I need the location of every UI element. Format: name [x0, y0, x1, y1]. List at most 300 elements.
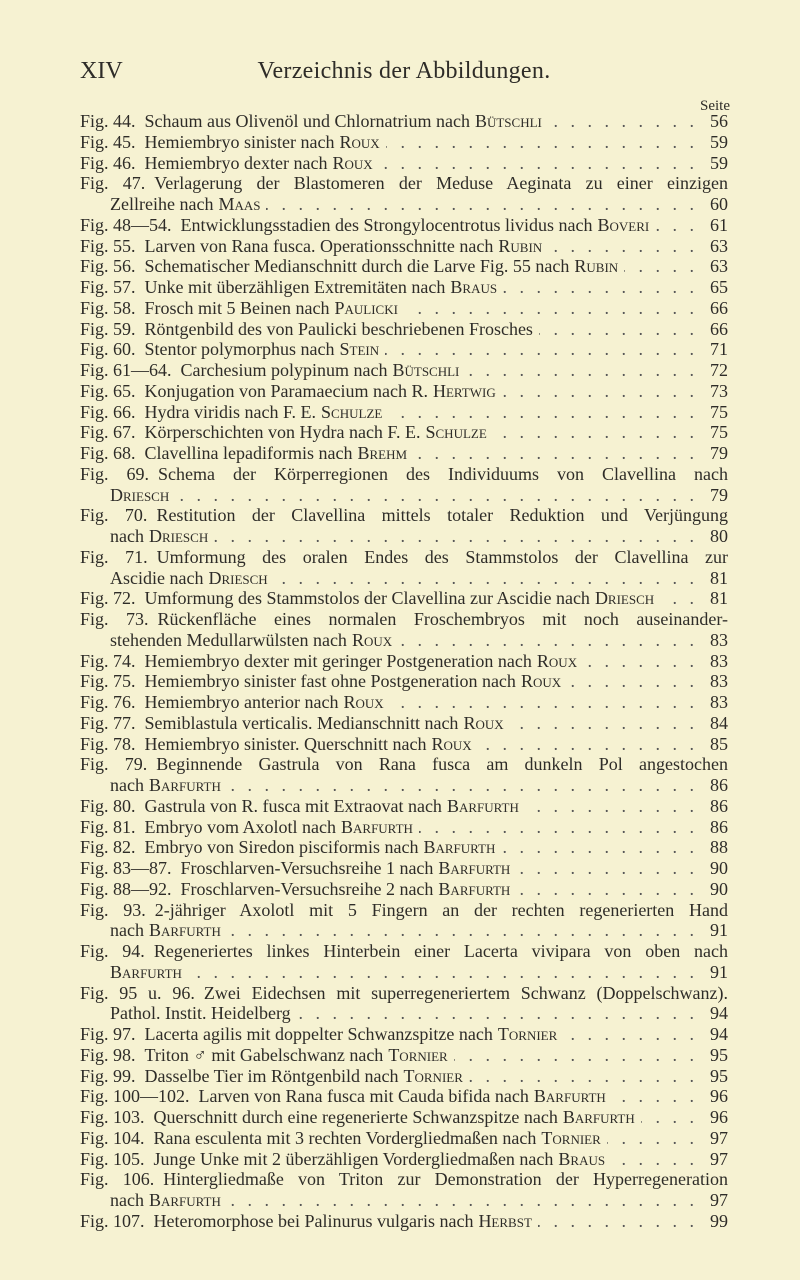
- dot-leader: [469, 1066, 698, 1087]
- figure-entry: [80, 443, 728, 464]
- figure-entry: [80, 941, 728, 983]
- figure-entry: [80, 215, 728, 236]
- author-name: Tornier: [541, 1127, 601, 1148]
- entry-line: [80, 796, 728, 817]
- figure-entry: [80, 754, 728, 796]
- figure-label: Fig. 48—54.: [80, 214, 172, 235]
- page-number: 72: [710, 360, 728, 380]
- author-name: Roux: [332, 152, 373, 173]
- entry-line: [80, 1086, 728, 1107]
- dot-leader: [274, 568, 698, 589]
- page-number: 79: [710, 484, 728, 505]
- figure-entry: [80, 692, 728, 713]
- page-number: 56: [710, 111, 728, 131]
- dot-leader: [583, 651, 698, 672]
- author-name: Barfurth: [110, 961, 182, 982]
- figure-caption: Umformung des Stammstolos der Clavellina zur Ascidie nach: [144, 588, 590, 609]
- dot-leader: [379, 153, 698, 174]
- entry-line: [80, 941, 728, 962]
- figure-label: Fig. 104.: [80, 1127, 145, 1148]
- entry-line: [80, 983, 728, 1004]
- figure-label: Fig. 70.: [80, 505, 148, 526]
- dot-leader: [388, 402, 698, 423]
- figure-caption: Hemiembryo sinister nach: [144, 131, 335, 152]
- figure-label: Fig. 72.: [80, 588, 136, 609]
- author-name: Braus: [558, 1148, 606, 1169]
- figure-caption: Froschlarven-Versuchsreihe 1 nach: [180, 858, 434, 878]
- author-name: Tornier: [497, 1024, 558, 1044]
- figure-entry: [80, 422, 728, 443]
- figure-label: Fig. 68.: [80, 443, 136, 463]
- page-number: 97: [710, 1127, 728, 1148]
- figure-caption: Zwei Eidechsen mit superregeneriertem Schwanz (Doppelschwanz).: [203, 982, 728, 1003]
- figure-label: Fig. 81.: [80, 816, 136, 837]
- entry-line: [80, 277, 728, 298]
- page-number: 66: [710, 297, 728, 318]
- dot-leader: [188, 962, 698, 983]
- figure-caption: Junge Unke mit 2 überzähligen Vordergliedmaßen nach: [153, 1148, 554, 1169]
- page-number-roman: XIV: [80, 58, 123, 84]
- figure-label: Fig. 47.: [80, 173, 146, 194]
- figure-label: Fig. 105.: [80, 1148, 145, 1169]
- page-number: 95: [710, 1065, 728, 1086]
- figure-entry: [80, 505, 728, 547]
- figure-label: Fig. 61—64.: [80, 360, 172, 380]
- page-number: 63: [710, 256, 728, 277]
- page-number: 81: [710, 567, 728, 588]
- figure-caption: Froschlarven-Versuchsreihe 2 nach: [180, 878, 434, 899]
- author-name: Driesch: [208, 567, 268, 588]
- figure-entry: [80, 734, 728, 755]
- figure-caption: Umformung des oralen Endes des Stammstolos der Clavellina zur: [156, 546, 728, 567]
- page-title: Verzeichnis der Abbildungen.: [257, 58, 551, 84]
- figure-entry: [80, 277, 728, 298]
- figure-entry: [80, 256, 728, 277]
- figure-label: Fig. 98.: [80, 1044, 136, 1065]
- author-name: Barfurth: [562, 1107, 635, 1127]
- entry-line: [80, 1024, 728, 1045]
- figure-caption: nach: [110, 1190, 144, 1210]
- figure-caption: nach: [110, 920, 144, 941]
- figure-entry: [80, 713, 728, 734]
- figure-caption: Hemiembryo dexter mit geringer Postgeneration nach: [144, 650, 532, 671]
- author-name: Roux: [520, 671, 562, 692]
- entry-line: [80, 1128, 728, 1149]
- dot-leader: [548, 236, 698, 257]
- page-header: [80, 58, 728, 90]
- page-number: 96: [710, 1086, 728, 1107]
- page-number: 86: [710, 816, 728, 837]
- figure-caption: Rana esculenta mit 3 rechten Vordergliedmaßen nach: [153, 1127, 537, 1148]
- page-number: 66: [710, 318, 728, 339]
- figure-entry: [80, 464, 728, 506]
- dot-leader: [214, 526, 698, 547]
- author-name: Tornier: [403, 1065, 463, 1086]
- figure-caption: Zellreihe nach: [110, 194, 214, 214]
- entry-line: [80, 153, 728, 174]
- dot-leader: [510, 713, 698, 734]
- figure-label: Fig. 65.: [80, 380, 136, 401]
- author-name: Barfurth: [438, 858, 511, 878]
- figure-caption: Restitution der Clavellina mittels totaler Reduktion und Verjüngung: [156, 505, 728, 526]
- page-number: 75: [710, 422, 728, 443]
- figure-caption: Regeneriertes linkes Hinterbein einer Lacerta vivipara von oben nach: [153, 941, 728, 961]
- entry-line: [80, 1149, 728, 1170]
- entry-line: [80, 256, 728, 277]
- page-number: 97: [710, 1190, 728, 1210]
- page-number: 84: [710, 712, 728, 733]
- entry-line: [80, 1066, 728, 1087]
- figure-entry: [80, 319, 728, 340]
- page-number: 91: [710, 961, 728, 982]
- entry-line: [80, 713, 728, 734]
- figure-label: Fig. 80.: [80, 795, 136, 816]
- figure-caption: Larven von Rana fusca mit Cauda bifida nach: [198, 1086, 529, 1107]
- page-number: 61: [710, 214, 728, 235]
- author-name: Roux: [536, 650, 578, 671]
- figure-caption: Larven von Rana fusca. Operationsschnitte nach: [144, 235, 494, 256]
- figure-label: Fig. 56.: [80, 256, 136, 277]
- figure-label: Fig. 69.: [80, 463, 150, 484]
- page-number: 63: [710, 235, 728, 256]
- figure-label: Fig. 67.: [80, 422, 136, 443]
- dot-leader: [539, 319, 698, 340]
- page-number: 81: [710, 588, 728, 609]
- entry-line: [80, 900, 728, 921]
- dot-leader: [227, 1190, 698, 1211]
- page-number: 85: [710, 733, 728, 754]
- author-name: Roux: [339, 131, 380, 152]
- page-number: 99: [710, 1210, 728, 1231]
- figure-label: Fig. 88—92.: [80, 878, 172, 899]
- dot-leader: [227, 920, 698, 941]
- figure-caption: Embryo von Siredon pisciformis nach: [144, 837, 419, 858]
- author-name: Barfurth: [438, 878, 511, 899]
- figure-entry: [80, 1045, 728, 1066]
- page-number: 83: [710, 671, 728, 692]
- figure-label: Fig. 94.: [80, 941, 145, 961]
- author-name: Barfurth: [148, 920, 221, 941]
- author-name: Rubin: [574, 256, 619, 277]
- entry-line: [80, 547, 728, 568]
- dot-leader: [419, 817, 698, 838]
- figure-label: Fig. 66.: [80, 401, 136, 422]
- figure-entry: [80, 1128, 728, 1149]
- entry-line: [80, 734, 728, 755]
- author-name: Driesch: [148, 526, 209, 546]
- figure-caption: Beginnende Gastrula von Rana fusca am dunkeln Pol angestochen: [156, 754, 728, 775]
- author-name: Roux: [351, 629, 393, 650]
- figure-caption: nach: [110, 526, 144, 546]
- dot-leader: [297, 1003, 698, 1024]
- figure-entry: [80, 817, 728, 838]
- page-number: 59: [710, 152, 728, 173]
- figure-entry: [80, 879, 728, 900]
- page-number: 95: [710, 1044, 728, 1065]
- figure-caption: Schematischer Medianschnitt durch die Larve Fig. 55 nach: [144, 256, 570, 277]
- figure-entry: [80, 1149, 728, 1170]
- figure-entry: [80, 588, 728, 609]
- figure-caption: Körperschichten von Hydra nach F. E.: [144, 422, 421, 443]
- page-number: 73: [710, 380, 728, 401]
- dot-leader: [175, 485, 698, 506]
- entry-line: [80, 443, 728, 464]
- page-number: 94: [710, 1024, 728, 1044]
- figure-caption: Hemiembryo anterior nach: [144, 692, 339, 712]
- author-name: Roux: [343, 692, 384, 712]
- entry-line: [80, 1211, 728, 1232]
- entry-line: [80, 422, 728, 443]
- page-number: 86: [710, 775, 728, 795]
- author-name: Hertwig: [432, 380, 496, 401]
- dot-leader: [227, 775, 698, 796]
- figure-label: Fig. 76.: [80, 692, 136, 712]
- author-name: Barfurth: [423, 837, 496, 858]
- figure-entry: [80, 132, 728, 153]
- page-number: 86: [710, 795, 728, 816]
- dot-leader: [624, 256, 698, 277]
- figure-entry: [80, 298, 728, 319]
- dot-leader: [655, 215, 698, 236]
- dot-leader: [660, 588, 698, 609]
- figure-label: Fig. 99.: [80, 1065, 136, 1086]
- entry-line: [80, 858, 728, 879]
- figure-caption: Frosch mit 5 Beinen nach: [144, 297, 330, 318]
- page-number: 83: [710, 692, 728, 712]
- page-number: 88: [710, 837, 728, 858]
- figure-label: Fig. 95 u. 96.: [80, 982, 195, 1003]
- author-name: Bütschli: [474, 111, 542, 131]
- dot-leader: [612, 1086, 698, 1107]
- figure-label: Fig. 107.: [80, 1210, 145, 1231]
- figure-caption: Entwicklungsstadien des Strongylocentrotus lividus nach: [180, 214, 593, 235]
- page-number: 90: [710, 858, 728, 878]
- dot-leader: [413, 443, 698, 464]
- entry-line: [80, 630, 728, 651]
- dot-leader: [493, 422, 698, 443]
- dot-leader: [516, 858, 698, 879]
- entry-line: [80, 132, 728, 153]
- figure-caption: Ascidie nach: [110, 567, 204, 588]
- dot-leader: [266, 194, 698, 215]
- figure-caption: nach: [110, 775, 144, 795]
- entry-line: [80, 817, 728, 838]
- figure-entry: [80, 111, 728, 132]
- entry-line: [80, 402, 728, 423]
- dot-leader: [465, 360, 698, 381]
- figure-label: Fig. 73.: [80, 609, 149, 629]
- dot-leader: [454, 1045, 698, 1066]
- page-column-label: Seite: [700, 98, 730, 114]
- figure-entry: [80, 671, 728, 692]
- entry-line: [80, 360, 728, 381]
- figure-caption: Röntgenbild des von Paulicki beschriebenen Frosches: [144, 318, 533, 339]
- page-number: 97: [710, 1148, 728, 1169]
- page-number: 91: [710, 920, 728, 941]
- figure-entry: [80, 1211, 728, 1232]
- figure-caption: Gastrula von R. fusca mit Extraovat nach: [144, 795, 442, 816]
- author-name: Roux: [463, 712, 504, 733]
- figure-label: Fig. 45.: [80, 131, 136, 152]
- dot-leader: [501, 837, 698, 858]
- figure-label: Fig. 57.: [80, 277, 136, 297]
- entry-line: [80, 1003, 728, 1024]
- figure-entry: [80, 381, 728, 402]
- figure-caption: Hemiembryo dexter nach: [144, 152, 328, 173]
- entry-line: [80, 1190, 728, 1211]
- entry-line: [80, 173, 728, 194]
- author-name: Paulicki: [334, 297, 398, 318]
- entry-line: [80, 298, 728, 319]
- dot-leader: [390, 692, 698, 713]
- figure-entry: [80, 900, 728, 942]
- figure-caption: Hemiembryo sinister fast ohne Postgeneration nach: [144, 671, 516, 692]
- entry-line: [80, 485, 728, 506]
- figure-entry: [80, 360, 728, 381]
- figure-entry: [80, 651, 728, 672]
- figure-entry: [80, 983, 728, 1025]
- dot-leader: [611, 1149, 698, 1170]
- figure-caption: Lacerta agilis mit doppelter Schwanzspitze nach: [144, 1024, 493, 1044]
- figure-entry: [80, 547, 728, 589]
- figure-caption: Dasselbe Tier im Röntgenbild nach: [144, 1065, 399, 1086]
- figure-entry: [80, 609, 728, 651]
- entry-line: [80, 962, 728, 983]
- entry-line: [80, 464, 728, 485]
- dot-leader: [516, 879, 698, 900]
- entry-line: [80, 837, 728, 858]
- author-name: Brehm: [357, 443, 408, 463]
- entry-line: [80, 319, 728, 340]
- dot-leader: [478, 734, 698, 755]
- page-number: 59: [710, 131, 728, 152]
- figure-label: Fig. 46.: [80, 152, 136, 173]
- entry-line: [80, 111, 728, 132]
- figure-caption: Stentor polymorphus nach: [144, 339, 335, 360]
- figure-caption: Schaum aus Olivenöl und Chlornatrium nach: [144, 111, 470, 131]
- dot-leader: [548, 111, 698, 132]
- author-name: Maas: [218, 194, 261, 214]
- figure-caption: Carchesium polypinum nach: [180, 360, 388, 380]
- figure-label: Fig. 59.: [80, 318, 136, 339]
- entry-line: [80, 754, 728, 775]
- dot-leader: [503, 277, 698, 298]
- entry-line: [80, 588, 728, 609]
- figure-entry: [80, 339, 728, 360]
- figure-caption: Hydra viridis nach F. E.: [144, 401, 317, 422]
- author-name: Herbst: [478, 1210, 532, 1231]
- entry-line: [80, 879, 728, 900]
- figure-label: Fig. 103.: [80, 1107, 145, 1127]
- author-name: Barfurth: [533, 1086, 606, 1107]
- figure-caption: Pathol. Instit. Heidelberg: [110, 1003, 291, 1024]
- author-name: Boveri: [597, 214, 650, 235]
- figure-entry: [80, 153, 728, 174]
- entry-line: [80, 1169, 728, 1190]
- entry-line: [80, 920, 728, 941]
- figure-entry: [80, 1086, 728, 1107]
- entry-line: [80, 1045, 728, 1066]
- figure-label: Fig. 74.: [80, 650, 136, 671]
- entry-line: [80, 568, 728, 589]
- figure-label: Fig. 75.: [80, 671, 136, 692]
- figure-label: Fig. 71.: [80, 546, 148, 567]
- author-name: Rubin: [498, 235, 543, 256]
- figure-caption: Querschnitt durch eine regenerierte Schwanzspitze nach: [153, 1107, 558, 1127]
- page-number: 83: [710, 629, 728, 650]
- figure-label: Fig. 78.: [80, 733, 136, 754]
- dot-leader: [404, 298, 698, 319]
- author-name: Tornier: [388, 1044, 448, 1065]
- figure-label: Fig. 106.: [80, 1169, 155, 1190]
- figure-entry: [80, 796, 728, 817]
- dot-leader: [567, 671, 698, 692]
- author-name: Bütschli: [392, 360, 460, 380]
- dot-leader: [525, 796, 698, 817]
- figure-caption: Semiblastula verticalis. Medianschnitt nach: [144, 712, 459, 733]
- figure-entry: [80, 1066, 728, 1087]
- entry-line: [80, 236, 728, 257]
- figure-caption: Konjugation von Paramaecium nach R.: [144, 380, 428, 401]
- author-name: Driesch: [110, 484, 170, 505]
- figure-list: [80, 111, 728, 1232]
- figure-caption: Heteromorphose bei Palinurus vulgaris nach: [153, 1210, 474, 1231]
- figure-caption: Verlagerung der Blastomeren der Meduse Aeginata zu einer einzigen: [154, 173, 728, 194]
- author-name: Schulze: [425, 422, 487, 443]
- author-name: Braus: [450, 277, 498, 297]
- figure-label: Fig. 79.: [80, 754, 148, 775]
- figure-entry: [80, 858, 728, 879]
- entry-line: [80, 692, 728, 713]
- dot-leader: [502, 381, 698, 402]
- figure-label: Fig. 44.: [80, 111, 136, 131]
- figure-caption: Hintergliedmaße von Triton zur Demonstration der Hyperregeneration: [163, 1169, 728, 1190]
- dot-leader: [386, 132, 698, 153]
- figure-caption: Unke mit überzähligen Extremitäten nach: [144, 277, 446, 297]
- figure-label: Fig. 83—87.: [80, 858, 172, 878]
- author-name: Schulze: [321, 401, 383, 422]
- author-name: Driesch: [594, 588, 655, 609]
- author-name: Roux: [431, 733, 472, 754]
- entry-line: [80, 215, 728, 236]
- figure-label: Fig. 97.: [80, 1024, 136, 1044]
- author-name: Barfurth: [341, 816, 413, 837]
- figure-label: Fig. 60.: [80, 339, 136, 360]
- entry-line: [80, 775, 728, 796]
- figure-caption: Schema der Körperregionen des Individuums von Clavellina nach: [158, 463, 728, 484]
- figure-entry: [80, 173, 728, 215]
- page-number: 90: [710, 878, 728, 899]
- figure-label: Fig. 77.: [80, 712, 136, 733]
- entry-line: [80, 526, 728, 547]
- figure-caption: 2-jähriger Axolotl mit 5 Fingern an der rechten regenerierten Hand: [154, 899, 728, 920]
- dot-leader: [385, 339, 698, 360]
- dot-leader: [538, 1211, 698, 1232]
- figure-entry: [80, 1107, 728, 1128]
- figure-label: Fig. 58.: [80, 297, 136, 318]
- entry-line: [80, 381, 728, 402]
- page-number: 65: [710, 277, 728, 297]
- author-name: Barfurth: [148, 775, 221, 795]
- figure-label: Fig. 100—102.: [80, 1086, 190, 1107]
- figure-caption: Rückenfläche eines normalen Froschembryos mit noch auseinander-: [157, 609, 728, 629]
- figure-caption: Clavellina lepadiformis nach: [144, 443, 353, 463]
- figure-label: Fig. 82.: [80, 837, 136, 858]
- page-number: 96: [710, 1107, 728, 1127]
- figure-caption: stehenden Medullarwülsten nach: [110, 629, 347, 650]
- entry-line: [80, 651, 728, 672]
- dot-leader: [563, 1024, 698, 1045]
